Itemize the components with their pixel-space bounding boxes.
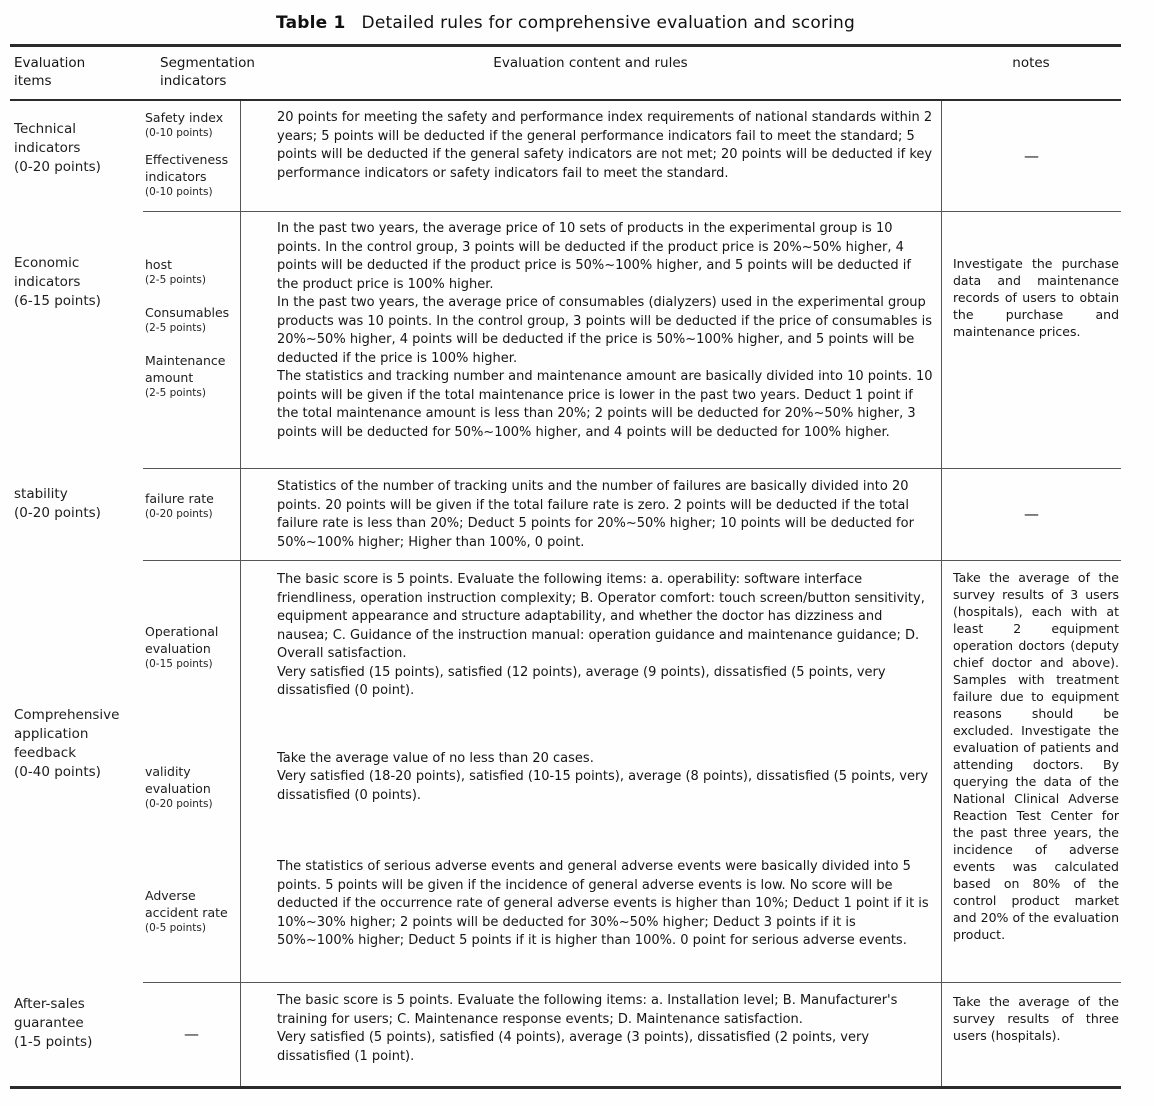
- notes-text: Take the average of the survey results of 3 users (hospitals), each with at least 2 equipment operation doctors (deputy chief doctor and above). Samples with treatment failure due to equipment reasons should be excluded. Investigate the evaluation of patients and attending doctors. By querying the data of the National Clinical Adverse Reaction Test Center for the past three years, the incidence of adverse events was calculated based on 80% of the control product market and 20% of the evaluation product.: [953, 570, 1119, 942]
- table-number-label: Table 1: [275, 13, 346, 33]
- cell-content-after-sales: [240, 982, 941, 1086]
- indicator-points: (0-20 points): [145, 797, 213, 810]
- rule-score-scale: Very satisfied (18-20 points), satisfied (10-15 points), average (8 points), dissatisfied (5 points, very dissatisfied (0 points).: [277, 769, 929, 803]
- indicator-maintenance-amount: [145, 352, 240, 400]
- header-notes: notes: [1012, 55, 1050, 71]
- indicator-points: (0-10 points): [145, 127, 213, 139]
- cell-notes-economic: [941, 211, 1121, 468]
- indicator-points: (0-15 points): [145, 658, 213, 671]
- item-name: After-sales guarantee: [14, 996, 85, 1031]
- table-title: [10, 0, 1121, 44]
- cell-content-validity: [240, 734, 941, 841]
- cell-indicators-after-sales: [143, 982, 240, 1086]
- rule-text: The basic score is 5 points. Evaluate the following items: a. operability: software interface friendliness, operation instruction complexity; B. Operator comfort: touch screen/button sensitivity, equipment appearance and structure adaptability, and whether the doctor has dizziness and nausea; C. Guidance of the instruction manual: operation guidance and maintenance guidance; D. Overall satisfaction.: [277, 572, 925, 661]
- rule-text-host: In the past two years, the average price of 10 sets of products in the experimental group is 10 points. In the control group, 3 points will be deducted if the product price is 20%~50% higher, 4 points will be deducted if the product price is 50%~100% higher, and 5 points will be deducted if the product price is 100% higher.: [277, 221, 911, 292]
- cell-indicator-operational: [143, 560, 240, 734]
- table-document: [10, 0, 1121, 1089]
- indicator-points: (0-5 points): [145, 922, 206, 935]
- indicator-name: Maintenance amount: [145, 353, 226, 385]
- cell-notes-technical: [941, 101, 1121, 211]
- header-evaluation-content: Evaluation content and rules: [493, 55, 688, 71]
- rule-text-maintenance: The statistics and tracking number and maintenance amount are basically divided into 10 points. 10 points will be given if the total maintenance price is lower in the past two years. Deduct 1 point if the total maintenance amount is less than 20%; 2 points will be deducted for 20%~50% higher, 3 points will be deducted for 50%~100% higher, and 4 points will be deducted for 100% higher.: [277, 369, 933, 440]
- cell-notes-after-sales: [941, 982, 1121, 1086]
- cell-content-stability: [240, 468, 941, 560]
- cell-indicators-economic: [143, 211, 240, 468]
- notes-dash: —: [1024, 505, 1039, 523]
- rule-text: Statistics of the number of tracking units and the number of failures are basically divided into 20 points. 20 points will be given if the total failure rate is zero. 2 points will be deducted if the total failure rate is less than 20%; Deduct 5 points for 20%~50% higher; 10 points will be deducted for 50%~100% higher; Higher than 100%, 0 point.: [277, 479, 914, 550]
- table-row-stability: [10, 468, 1121, 560]
- indicator-name: Effectiveness indicators: [145, 152, 229, 184]
- indicator-points: (2-5 points): [145, 322, 206, 334]
- item-points: (6-15 points): [14, 293, 101, 309]
- rule-text: The statistics of serious adverse events and general adverse events were basically divided into 5 points. 5 points will be given if the incidence of general adverse events is low. No score will be deducted if the occurrence rate of general adverse events is higher than 10%; Deduct 1 point if it is 10%~30% higher; 2 points will be deducted for 30%~50% higher; Deduct 3 points if it is 50%~100% higher; Deduct 5 points if it is higher than 100%. 0 point for serious adverse events.: [277, 859, 929, 949]
- indicator-name: Consumables: [145, 305, 230, 320]
- header-segmentation-indicators: Segmentation indicators: [160, 55, 255, 89]
- table-row-comprehensive-feedback: [10, 560, 1121, 982]
- indicator-failure-rate: [145, 490, 240, 521]
- item-name: Comprehensive application feedback: [14, 707, 120, 761]
- cell-indicator-adverse: [143, 840, 240, 982]
- indicator-validity-evaluation: [145, 763, 240, 811]
- indicator-host: [145, 256, 240, 287]
- indicator-operational-evaluation: [145, 623, 240, 671]
- rule-score-scale: Very satisfied (15 points), satisfied (12 points), average (9 points), dissatisfied (5 points, very dissatisfied (0 point).: [277, 664, 886, 698]
- rule-text: Take the average value of no less than 20 cases.: [277, 750, 594, 766]
- item-points: (1-5 points): [14, 1034, 93, 1050]
- evaluation-rules-table: [10, 44, 1121, 1089]
- indicator-adverse-accident-rate: [145, 887, 240, 935]
- indicator-consumables: [145, 304, 240, 335]
- cell-content-technical: [240, 101, 941, 211]
- cell-indicator-validity: [143, 734, 240, 841]
- indicator-points: (0-10 points): [145, 186, 213, 198]
- indicator-name: Operational evaluation: [145, 624, 219, 657]
- cell-content-adverse: [240, 840, 941, 982]
- indicator-name: Adverse accident rate: [145, 888, 228, 921]
- cell-item-stability: [10, 468, 143, 560]
- item-name: stability: [14, 486, 68, 502]
- indicator-name: validity evaluation: [145, 763, 211, 796]
- indicator-points: (2-5 points): [145, 387, 206, 399]
- rule-text: 20 points for meeting the safety and performance index requirements of national standards within 2 years; 5 points will be deducted if the general performance indicators fail to meet the standard; 5 points will be deducted if the general safety indicators are not met; 20 points will be deducted if key performance indicators or safety indicators fail to meet the standard.: [277, 110, 933, 181]
- rule-score-scale: Very satisfied (5 points), satisfied (4 points), average (3 points), dissatisfied (2 points, very dissatisfied (1 point).: [277, 1030, 870, 1064]
- indicator-points: (2-5 points): [145, 274, 206, 286]
- cell-item-after-sales: [10, 982, 143, 1086]
- indicator-safety-index: [145, 109, 240, 140]
- table-title-text: Detailed rules for comprehensive evaluation and scoring: [361, 13, 856, 33]
- header-evaluation-items: Evaluation items: [14, 55, 86, 89]
- notes-text: Investigate the purchase data and maintenance records of users to obtain the purchase and maintenance prices.: [953, 256, 1119, 339]
- item-name: Economic indicators: [14, 255, 81, 290]
- table-row-after-sales: [10, 982, 1121, 1086]
- indicator-name: failure rate: [145, 491, 214, 506]
- cell-notes-feedback: [941, 560, 1121, 982]
- rule-text: The basic score is 5 points. Evaluate the following items: a. Installation level; B. Manufacturer's training for users; C. Maintenance response events; D. Maintenance satisfaction.: [277, 993, 898, 1027]
- cell-content-economic: [240, 211, 941, 468]
- cell-item-feedback: [10, 560, 143, 982]
- rule-text-consumables: In the past two years, the average price of consumables (dialyzers) used in the experimental group products was 10 points. In the control group, 3 points will be deducted if the price of consumables is 20%~50% higher, 4 points will be deducted if the price is 50%~100% higher, and 5 points will be deducted if the price is 100% higher.: [277, 295, 933, 366]
- indicator-name: Safety index: [145, 110, 224, 125]
- indicator-effectiveness: [145, 151, 240, 199]
- indicator-dash: —: [184, 1025, 199, 1043]
- item-name: Technical indicators: [14, 121, 81, 156]
- table-row-economic-indicators: [10, 211, 1121, 468]
- cell-indicators-stability: [143, 468, 240, 560]
- table-header-row: [10, 47, 1121, 101]
- cell-item-economic: [10, 211, 143, 468]
- item-points: (0-20 points): [14, 159, 101, 175]
- notes-dash: —: [1024, 146, 1039, 165]
- cell-content-operational: [240, 560, 941, 734]
- notes-text: Take the average of the survey results of three users (hospitals).: [953, 994, 1119, 1043]
- cell-notes-stability: [941, 468, 1121, 560]
- item-points: (0-40 points): [14, 764, 101, 780]
- indicator-points: (0-20 points): [145, 508, 213, 520]
- item-points: (0-20 points): [14, 505, 101, 521]
- cell-item-technical: [10, 101, 143, 211]
- table-row-technical-indicators: [10, 101, 1121, 211]
- indicator-name: host: [145, 257, 172, 272]
- cell-indicators-technical: [143, 101, 240, 211]
